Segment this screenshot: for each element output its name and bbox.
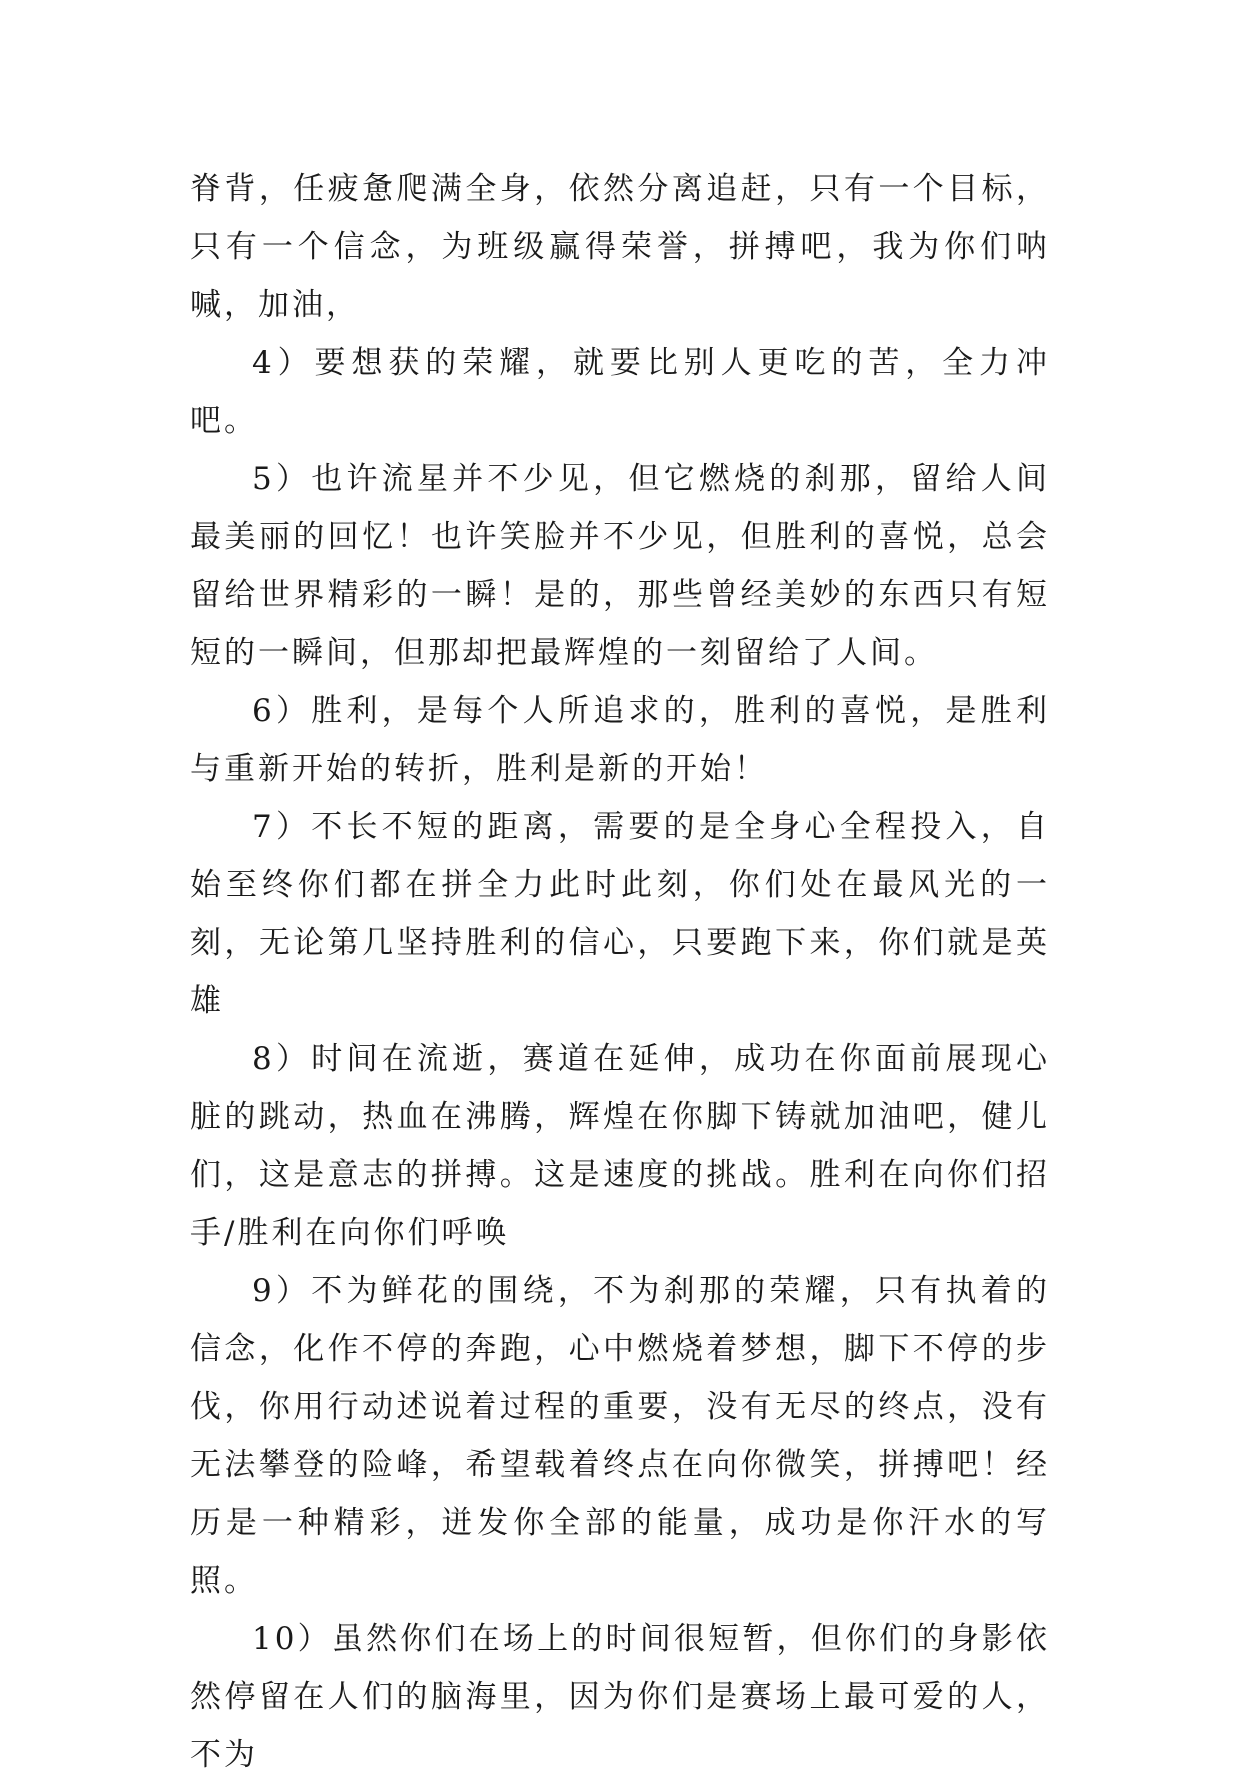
paragraph-item-6: 6）胜利，是每个人所追求的，胜利的喜悦，是胜利与重新开始的转折，胜利是新的开始！ bbox=[190, 693, 1050, 787]
document-body bbox=[190, 160, 1050, 1784]
paragraph-item-7: 7）不长不短的距离，需要的是全身心全程投入，自始至终你们都在拼全力此时此刻，你们处在最风光的一刻，无论第几坚持胜利的信心，只要跑下来，你们就是英雄 bbox=[190, 809, 1050, 1019]
paragraph-item-9: 9）不为鲜花的围绕，不为刹那的荣耀，只有执着的信念，化作不停的奔跑，心中燃烧着梦想，脚下不停的步伐，你用行动述说着过程的重要，没有无尽的终点，没有无法攀登的险峰，希望载着终点在向你微笑，拼搏吧！经历是一种精彩，迸发你全部的能量，成功是你汗水的写照。 bbox=[190, 1273, 1050, 1599]
paragraph-item-10: 10）虽然你们在场上的时间很短暂，但你们的身影依然停留在人们的脑海里，因为你们是赛场上最可爱的人，不为 bbox=[190, 1621, 1050, 1773]
paragraph-item-5: 5）也许流星并不少见，但它燃烧的刹那，留给人间最美丽的回忆！也许笑脸并不少见，但胜利的喜悦，总会留给世界精彩的一瞬！是的，那些曾经美妙的东西只有短短的一瞬间，但那却把最辉煌的一刻留给了人间。 bbox=[190, 461, 1050, 671]
paragraph-item-8: 8）时间在流逝，赛道在延伸，成功在你面前展现心脏的跳动，热血在沸腾，辉煌在你脚下铸就加油吧，健儿们，这是意志的拼搏。这是速度的挑战。胜利在向你们招手/胜利在向你们呼唤 bbox=[190, 1041, 1050, 1251]
paragraph-item-4: 4）要想获的荣耀，就要比别人更吃的苦，全力冲吧。 bbox=[190, 345, 1050, 439]
paragraph-continued: 脊背，任疲惫爬满全身，依然分离追赶，只有一个目标，只有一个信念，为班级赢得荣誉，拼搏吧，我为你们呐喊，加油， bbox=[190, 171, 1050, 323]
